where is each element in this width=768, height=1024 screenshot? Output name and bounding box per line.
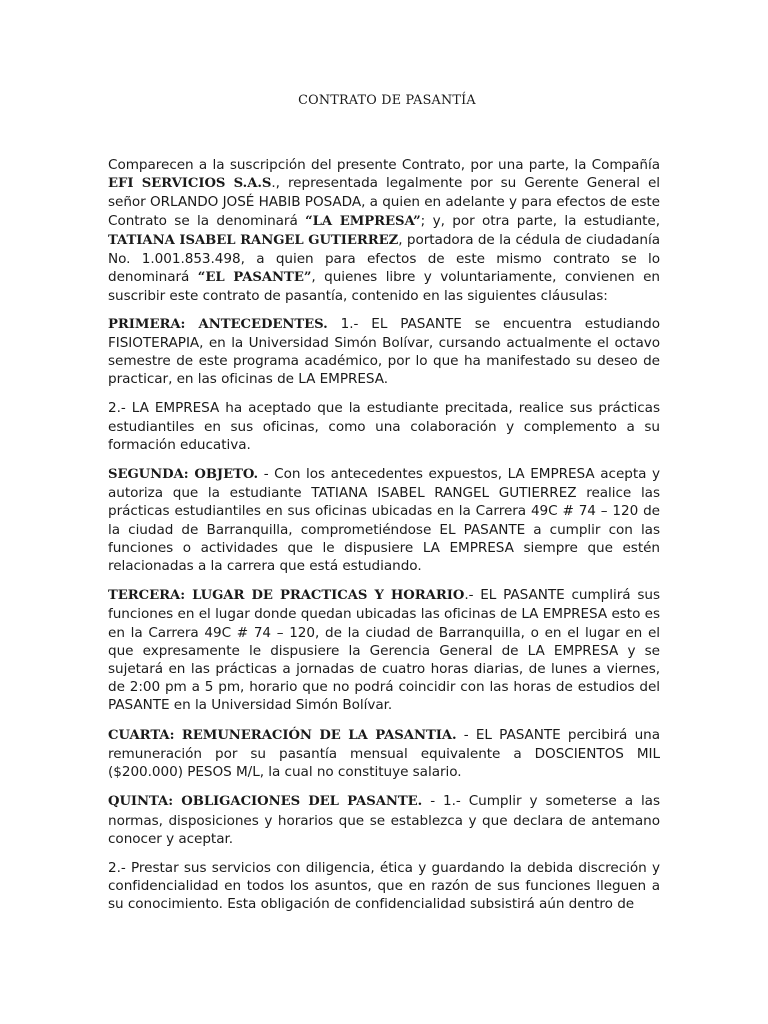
clause-quinta-2-text: 2.- Prestar sus servicios con diligencia, ética y guardando la debida discreción y confidencialidad en todos los asuntos, que en razón de sus funciones lleguen a su conocimiento. Esta obligación de confidencialidad subsistirá aún dentro de: [108, 859, 660, 913]
clause-quinta-heading: QUINTA: OBLIGACIONES DEL PASANTE.: [108, 794, 423, 810]
clause-primera-text: 1.- EL PASANTE se encuentra estudiando FISIOTERAPIA, en la Universidad Simón Bolívar, cursando actualmente el octavo semestre de este programa académico, por lo que ha manifestado su deseo de practicar, en las oficinas de LA EMPRESA.: [108, 315, 660, 388]
clause-primera: [108, 315, 660, 389]
intro-text-3: ; y, por otra parte, la estudiante,: [420, 212, 660, 229]
clause-primera-heading: PRIMERA: ANTECEDENTES.: [108, 316, 328, 332]
intro-text-4: , portadora de la cédula de ciudadanía No. 1.001.853.498, a quien para efectos de este mismo contrato se lo denominará: [108, 231, 660, 286]
company-name: EFI SERVICIOS S.A.S: [108, 176, 272, 192]
clause-tercera: [108, 586, 660, 714]
clause-segunda-heading: SEGUNDA: OBJETO.: [108, 467, 259, 483]
clause-cuarta-heading: CUARTA: REMUNERACIÓN DE LA PASANTIA.: [108, 727, 457, 743]
intro-text-1: Comparecen a la suscripción del presente Contrato, por una parte, la Compañía: [108, 157, 660, 173]
intro-text-5: , quienes libre y voluntariamente, convienen en suscribir este contrato de pasantía, contenido en las siguientes cláusulas:: [108, 269, 660, 305]
clause-quinta: [108, 792, 660, 848]
clause-cuarta-text: - EL PASANTE percibirá una remuneración por su pasantía mensual equivalente a DOSCIENTOS MIL ($200.000) PESOS M/L, la cual no constituye salario.: [108, 726, 660, 781]
clause-tercera-heading: TERCERA: LUGAR DE PRACTICAS Y HORARIO: [108, 588, 465, 604]
student-name: TATIANA ISABEL RANGEL GUTIERREZ: [108, 232, 399, 248]
clause-quinta-2: [108, 859, 660, 914]
clause-primera-2: [108, 399, 660, 454]
pasante-alias: “EL PASANTE”: [197, 270, 312, 286]
clause-primera-2-text: 2.- LA EMPRESA ha aceptado que la estudiante precitada, realice sus prácticas estudiantiles en sus oficinas, como una colaboración y complemento a su formación educativa.: [108, 400, 660, 453]
clause-quinta-text: - 1.- Cumplir y someterse a las normas, disposiciones y horarios que se establezca y que declara de antemano conocer y aceptar.: [108, 793, 660, 847]
intro-paragraph: [108, 156, 660, 306]
document-title: CONTRATO DE PASANTÍA: [298, 93, 476, 108]
empresa-alias: “LA EMPRESA”: [305, 213, 421, 229]
clause-segunda: [108, 465, 660, 575]
intro-text-2: ., representada legalmente por su Gerente General el señor ORLANDO JOSÉ HABIB POSADA, a quien en adelante y para efectos de este Contrato se la denominará: [108, 175, 660, 229]
clause-cuarta: [108, 726, 660, 782]
clause-tercera-text: .- EL PASANTE cumplirá sus funciones en el lugar donde quedan ubicadas las oficinas de LA EMPRESA esto es en la Carrera 49C # 74 – 120, de la ciudad de Barranquilla, o en el lugar en el que expresamente le dispusiere la Gerencia General de LA EMPRESA y se sujetará en las prácticas a jornadas de cuatro horas diarias, de lunes a viernes, de 2:00 pm a 5 pm, horario que no podrá coincidir con las horas de estudios del PASANTE en la Universidad Simón Bolívar.: [108, 587, 660, 714]
clause-segunda-text: - Con los antecedentes expuestos, LA EMPRESA acepta y autoriza que la estudiante TATIANA ISABEL RANGEL GUTIERREZ realice las prácticas estudiantiles en sus oficinas ubicadas en la Carrera 49C # 74 – 120 de la ciudad de Barranquilla, comprometiéndose EL PASANTE a cumplir con las funciones o actividades que le dispusiere LA EMPRESA siempre que estén relacionadas a la carrera que está estudiando.: [108, 466, 660, 575]
